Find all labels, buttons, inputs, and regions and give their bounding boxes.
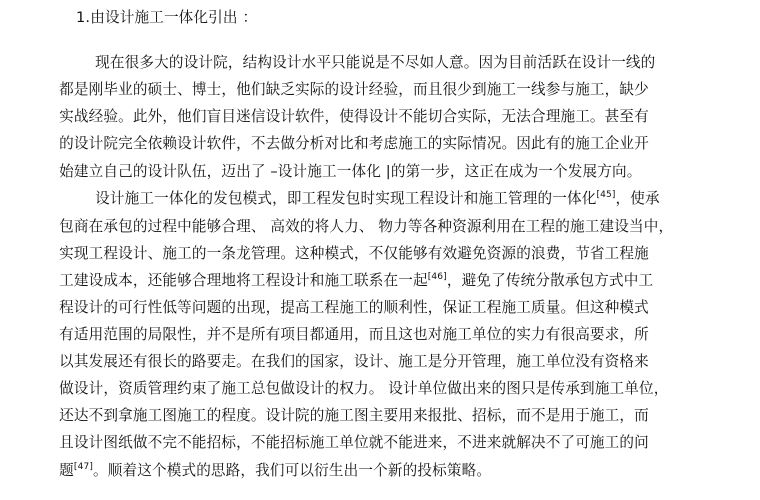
line-text: 现在很多大的设计院，结构设计水平只能说是不尽如人意。因为目前活跃在设计一线的 bbox=[95, 54, 656, 71]
quoted-term: –设计施工一体化 bbox=[270, 163, 382, 180]
section-heading: 1.由设计施工一体化引出 ： bbox=[76, 9, 258, 26]
line-text: 包商在承包的过程中能够合理、 高效的将人力、 物力等各种资源利用在工程的施工建设当中， bbox=[59, 218, 674, 235]
line-text: 且设计图纸做不完不能招标，不能招标施工单位就不能进来，不进来就解决不了可施工的问 bbox=[59, 434, 649, 451]
line-text: ，避免了传统分散承包方式中工 bbox=[446, 272, 654, 289]
line-text: 。顺着这个模式的思路，我们可以衍生出一个新的投标策略。 bbox=[92, 462, 492, 479]
citation-ref: [45] bbox=[596, 190, 616, 200]
line-text: ，使承 bbox=[615, 190, 660, 207]
citation-ref: [47] bbox=[73, 462, 93, 472]
line-text: 以其发展还有很长的路要走。在我们的国家，设计、施工是分开管理，施工单位没有资格来 bbox=[59, 353, 649, 370]
line-text: 实战经验。此外，他们盲目迷信设计软件，使得设计不能切合实际，无法合理施工。甚至有 bbox=[59, 108, 649, 125]
line-text: 实现工程设计、施工的一条龙管理。这种模式，不仅能够有效避免资源的浪费，节省工程施 bbox=[59, 245, 649, 262]
line-text: 有适用范围的局限性，并不是所有项目都通用，而且这也对施工单位的实力有很高要求，所 bbox=[59, 326, 649, 343]
citation-ref: [46] bbox=[427, 272, 447, 282]
line-text: 都是刚毕业的硕士、博士，他们缺乏实际的设计经验，而且很少到施工一线参与施工，缺少 bbox=[59, 81, 649, 98]
line-text: 题 bbox=[59, 462, 74, 479]
line-text: 程设计的可行性低等问题的出现，提高工程施工的顺利性，保证工程施工质量。但这种模式 bbox=[59, 299, 649, 316]
line-text: 设计施工一体化的发包模式，即工程发包时实现工程设计和施工管理的一体化 bbox=[95, 190, 597, 207]
line-text: 还达不到拿施工图施工的程度。设计院的施工图主要用来报批、招标，而不是用于施工，而 bbox=[59, 407, 649, 424]
line-text: 做设计，资质管理约束了施工总包做设计的权力。 设计单位做出来的图只是传承到施工单位， bbox=[59, 380, 669, 397]
line-text: 始建立自己的设计队伍，迈出了 bbox=[59, 163, 271, 180]
line-text: 工建设成本，还能够合理地将工程设计和施工联系在一起 bbox=[59, 272, 428, 289]
line-text: |的第一步，这正在成为一个发展方向。 bbox=[381, 163, 642, 180]
paragraph-line bbox=[40, 444, 491, 500]
line-text: 的设计院完全依赖设计软件，不去做分析对比和考虑施工的实际情况。因此有的施工企业开 bbox=[59, 135, 649, 152]
